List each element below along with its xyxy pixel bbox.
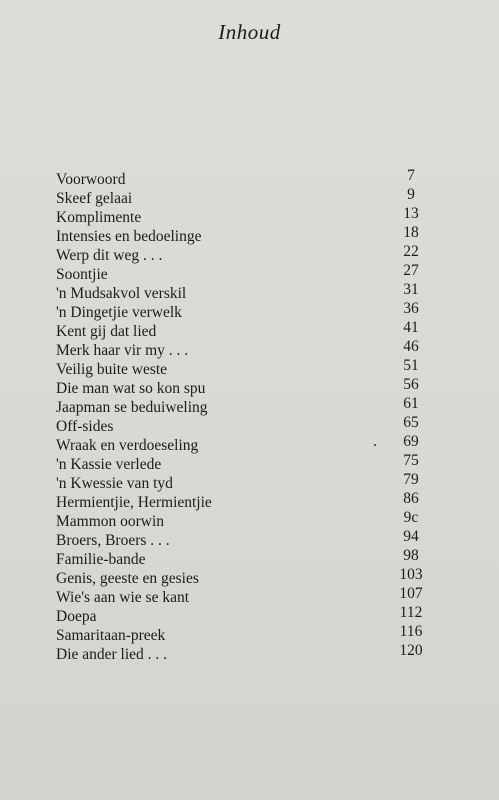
toc-entry-page: 116 <box>399 623 423 640</box>
toc-entry-title: Doepa <box>56 608 97 625</box>
toc-entry-page: 94 <box>403 528 419 545</box>
toc-entry-page: 31 <box>403 281 419 298</box>
toc-entry-page: 27 <box>403 262 419 279</box>
toc-entry-page: 13 <box>403 205 419 222</box>
toc-entry-page: 75 <box>403 452 419 469</box>
toc-entry-page: 120 <box>399 642 423 659</box>
toc-entry-page: 65 <box>403 414 419 431</box>
toc-entry-page: 69 <box>403 433 419 450</box>
toc-entry-title: Hermientjie, Hermientjie <box>56 494 212 511</box>
ink-speck: . <box>373 433 377 450</box>
toc-entry-page: 9c <box>403 509 419 526</box>
page-title: Inhoud <box>218 20 281 44</box>
toc-entry-title: Off-sides <box>56 418 114 435</box>
toc-entry-page: 7 <box>407 167 415 184</box>
toc-entry-title: Familie-bande <box>56 551 146 568</box>
toc-entry-page: 103 <box>399 566 423 583</box>
toc-entry-page: 79 <box>403 471 419 488</box>
toc-entry-page: 18 <box>403 224 419 241</box>
toc-entry-page: 98 <box>403 547 419 564</box>
toc-entry-page: 9 <box>407 186 415 203</box>
toc-entry-page: 112 <box>399 604 423 621</box>
toc-entry-title: Komplimente <box>56 209 142 226</box>
toc-entry-title: Jaapman se beduiweling <box>56 399 208 416</box>
toc-entry-page: 41 <box>403 319 419 336</box>
toc-entry-page: 86 <box>403 490 419 507</box>
toc-entry-page: 61 <box>403 395 419 412</box>
toc-entry-title: Merk haar vir my . . . <box>56 342 189 359</box>
toc-entry-title: 'n Mudsakvol verskil <box>56 285 187 302</box>
toc-entry-title: Broers, Broers . . . <box>56 532 170 549</box>
toc-entry-title: Skeef gelaai <box>56 190 133 207</box>
toc-entry-page: 22 <box>403 243 419 260</box>
toc-entry-page: 107 <box>399 585 423 602</box>
toc-entry-title: Voorwoord <box>56 171 126 188</box>
toc-entry-title: Veilig buite weste <box>56 361 168 378</box>
toc-entry-title: Wie's aan wie se kant <box>56 589 190 606</box>
toc-entry-title: Mammon oorwin <box>56 513 165 530</box>
toc-entry-page: 51 <box>403 357 419 374</box>
toc-entry-title: Die ander lied . . . <box>56 646 168 663</box>
toc-entry-title: 'n Dingetjie verwelk <box>56 304 182 321</box>
toc-entry-title: Genis, geeste en gesies <box>56 570 199 587</box>
toc-entry-title: Werp dit weg . . . <box>56 247 163 264</box>
toc-entry-title: Soontjie <box>56 266 108 283</box>
toc-entry-title: Die man wat so kon spu <box>56 380 206 397</box>
table-of-contents <box>56 167 446 664</box>
toc-entry-title: 'n Kwessie van tyd <box>56 475 173 492</box>
toc-entry-title: Intensies en bedoelinge <box>56 228 202 245</box>
toc-entry-title: Kent gij dat lied <box>56 323 157 340</box>
toc-entry-page: 36 <box>403 300 419 317</box>
toc-entry-title: 'n Kassie verlede <box>56 456 162 473</box>
toc-entry-page: 56 <box>403 376 419 393</box>
toc-entry-title: Wraak en verdoeseling <box>56 437 199 454</box>
toc-entry <box>56 642 446 664</box>
toc-entry-page: 46 <box>403 338 419 355</box>
toc-entry-title: Samaritaan-preek <box>56 627 166 644</box>
